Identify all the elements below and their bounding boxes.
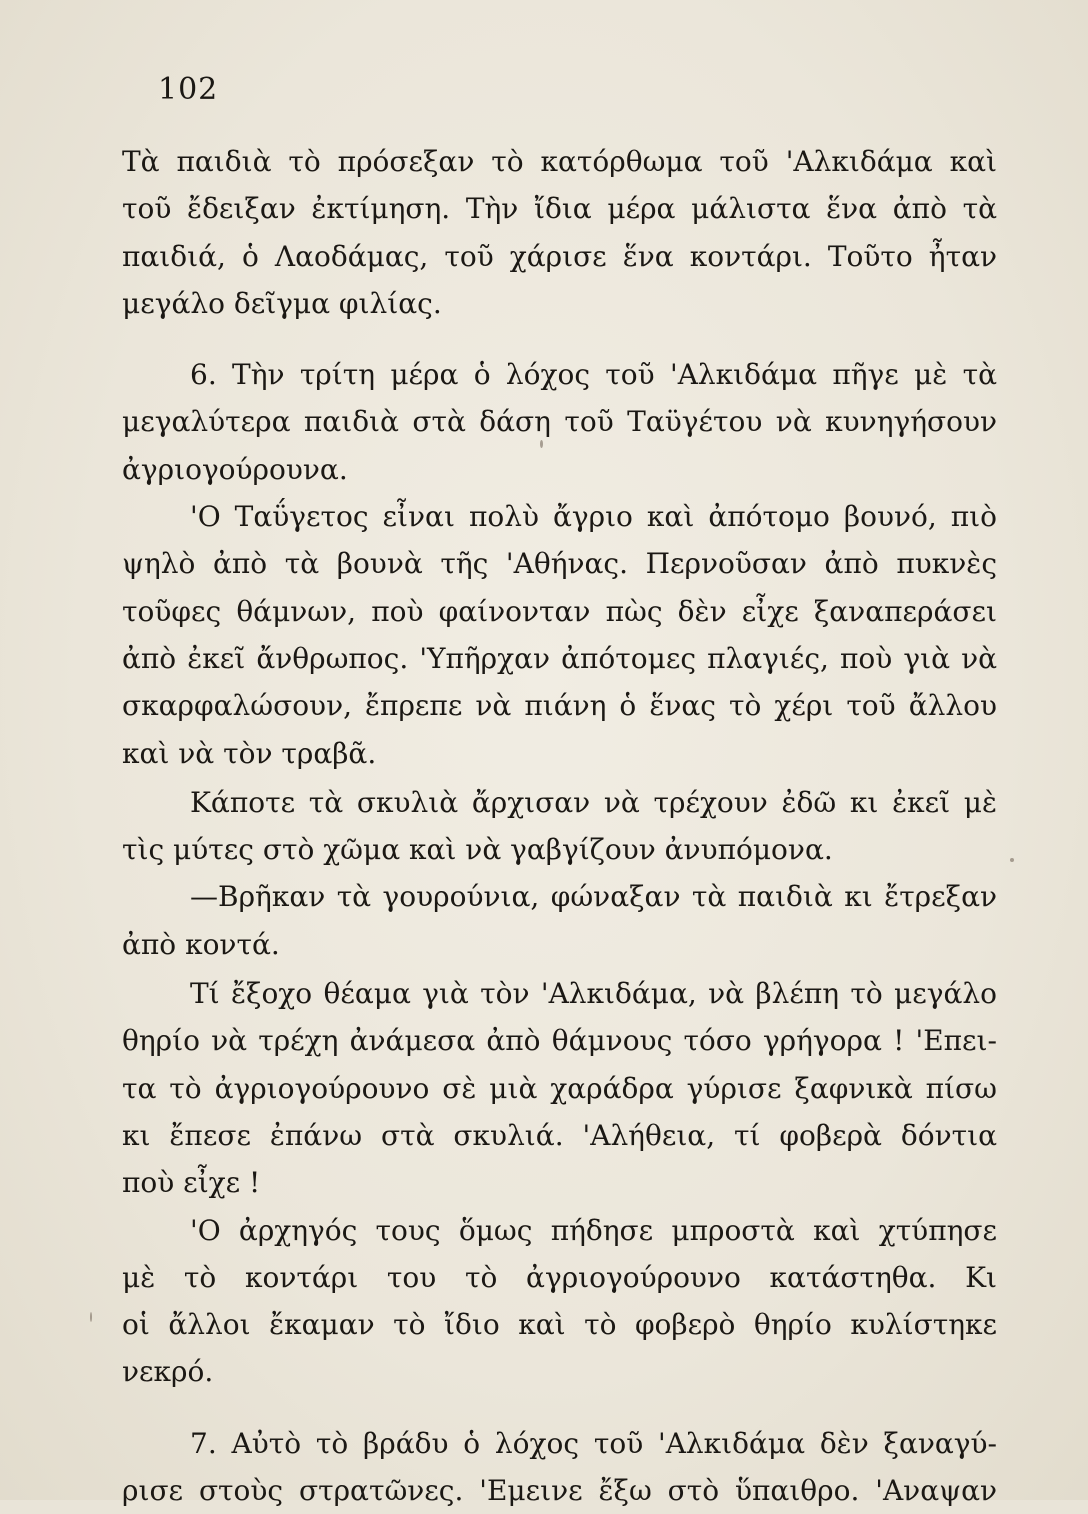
paragraph bbox=[122, 1207, 997, 1396]
paragraph bbox=[122, 493, 997, 777]
paragraph bbox=[122, 351, 997, 493]
text-line: Τί ἔξοχο θέαμα γιὰ τὸν 'Αλκιδάμα, νὰ βλέπη τὸ μεγάλο bbox=[190, 977, 997, 1011]
paragraph bbox=[122, 779, 997, 874]
text-line: ρισε στοὺς στρατῶνες. 'Εμεινε ἔξω στὸ ὕπαιθρο. 'Αναψαν bbox=[122, 1474, 997, 1508]
paragraph bbox=[122, 873, 997, 968]
text-line: 'Ο Ταΰγετος εἶναι πολὺ ἄγριο καὶ ἀπότομο βουνό, πιὸ bbox=[190, 500, 997, 534]
text-line: ἀπὸ ἐκεῖ ἄνθρωπος. 'Υπῆρχαν ἀπότομες πλαγιές, ποὺ γιὰ νὰ bbox=[122, 641, 997, 675]
text-line: νεκρό. bbox=[122, 1355, 214, 1389]
text-line: ψηλὸ ἀπὸ τὰ βουνὰ τῆς 'Αθήνας. Περνοῦσαν ἀπὸ πυκνὲς bbox=[122, 547, 997, 581]
text-line: —Βρῆκαν τὰ γουρούνια, φώναξαν τὰ παιδιὰ κι ἔτρεξαν bbox=[190, 880, 997, 914]
text-line: 7. Αὐτὸ τὸ βράδυ ὁ λόχος τοῦ 'Αλκιδάμα δὲν ξαναγύ- bbox=[190, 1426, 997, 1460]
text-line: τοῦ ἔδειξαν ἐκτίμηση. Τὴν ἴδια μέρα μάλιστα ἕνα ἀπὸ τὰ bbox=[122, 192, 997, 226]
paragraph bbox=[122, 138, 997, 327]
text-line: τὶς μύτες στὸ χῶμα καὶ νὰ γαβγίζουν ἀνυπόμονα. bbox=[122, 833, 833, 867]
text-line: Τὰ παιδιὰ τὸ πρόσεξαν τὸ κατόρθωμα τοῦ 'Αλκιδάμα καὶ bbox=[122, 145, 997, 178]
text-line: μὲ τὸ κοντάρι του τὸ ἀγριογούρουνο κατάστηθα. Κι bbox=[122, 1260, 997, 1294]
text-line: οἱ ἄλλοι ἔκαμαν τὸ ἴδιο καὶ τὸ φοβερὸ θηρίο κυλίστηκε bbox=[122, 1308, 997, 1342]
text-line: τοῦφες θάμνων, ποὺ φαίνονταν πὼς δὲν εἶχε ξαναπεράσει bbox=[122, 594, 997, 628]
text-line: 6. Τὴν τρίτη μέρα ὁ λόχος τοῦ 'Αλκιδάμα πῆγε μὲ τὰ bbox=[190, 358, 997, 392]
print-speck bbox=[1010, 858, 1014, 862]
text-line: θηρίο νὰ τρέχη ἀνάμεσα ἀπὸ θάμνους τόσο γρήγορα ! 'Επει- bbox=[122, 1024, 997, 1058]
text-line: ἀπὸ κοντά. bbox=[122, 927, 280, 961]
text-line: 'Ο ἀρχηγός τους ὅμως πήδησε μπροστὰ καὶ χτύπησε bbox=[190, 1213, 997, 1247]
text-line: μεγαλύτερα παιδιὰ στὰ δάση τοῦ Ταϋγέτου νὰ κυνηγήσουν bbox=[122, 405, 997, 439]
paragraph bbox=[122, 970, 997, 1206]
text-line: ἀγριογούρουνα. bbox=[122, 452, 348, 486]
print-speck bbox=[540, 440, 543, 448]
text-line: παιδιά, ὁ Λαοδάμας, τοῦ χάρισε ἕνα κοντάρι. Τοῦτο ἦταν bbox=[122, 239, 997, 273]
text-line: ποὺ εἶχε ! bbox=[122, 1166, 261, 1200]
text-line: Κάποτε τὰ σκυλιὰ ἄρχισαν νὰ τρέχουν ἐδῶ κι ἐκεῖ μὲ bbox=[190, 785, 997, 819]
text-line: τα τὸ ἀγριογούρουνο σὲ μιὰ χαράδρα γύρισε ξαφνικὰ πίσω bbox=[122, 1071, 997, 1105]
page-number: 102 bbox=[158, 72, 219, 107]
print-speck bbox=[90, 1312, 92, 1322]
body-text bbox=[122, 138, 997, 1514]
text-line: μεγάλο δεῖγμα φιλίας. bbox=[122, 286, 442, 320]
text-line: κι ἔπεσε ἐπάνω στὰ σκυλιά. 'Αλήθεια, τί φοβερὰ δόντια bbox=[122, 1118, 997, 1152]
text-line: σκαρφαλώσουν, ἔπρεπε νὰ πιάνη ὁ ἕνας τὸ χέρι τοῦ ἄλλου bbox=[122, 689, 997, 723]
text-line: καὶ νὰ τὸν τραβᾶ. bbox=[122, 736, 377, 770]
